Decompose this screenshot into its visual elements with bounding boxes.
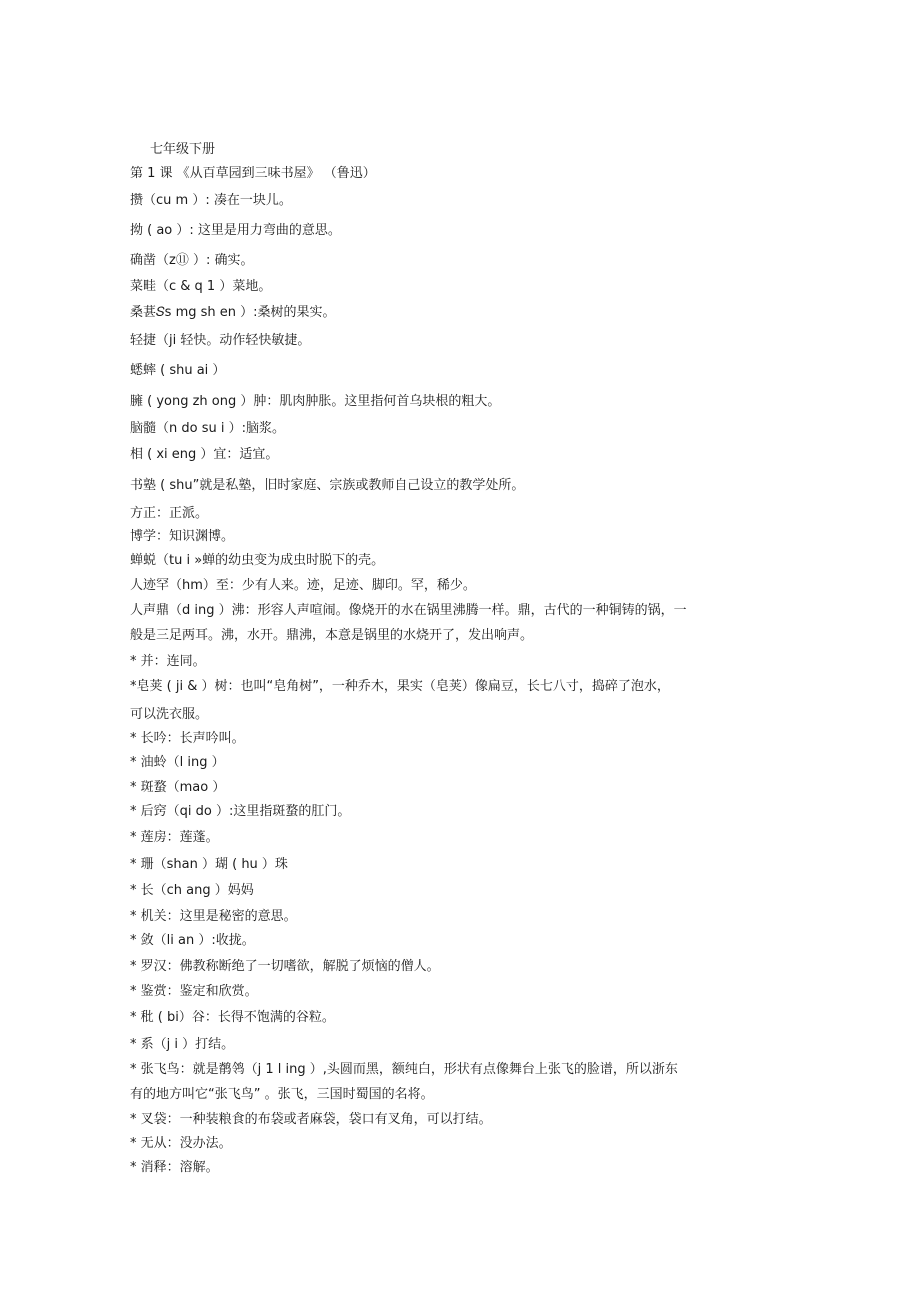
text-line: * 消释：溶解。	[130, 1160, 219, 1175]
text-line: 博学：知识渊博。	[130, 529, 235, 544]
text-line: 蟋蟀 ( shu ai ）	[130, 363, 226, 378]
text-line: * 罗汉：佛教称断绝了一切嗜欲，解脱了烦恼的僧人。	[130, 959, 440, 974]
text-line: 轻捷（ji 轻快。动作轻快敏捷。	[130, 333, 311, 348]
text-line: 人迹罕（hm）至：少有人来。迹，足迹、脚印。罕，稀少。	[130, 578, 476, 593]
text-line: * 长（ch ang ）妈妈	[130, 883, 254, 898]
text-line: * 鉴赏：鉴定和欣赏。	[130, 984, 258, 999]
text-line: * 长吟：长声吟叫。	[130, 731, 245, 746]
text-line: 可以洗衣服。	[130, 707, 209, 722]
text-line: 方正：正派。	[130, 506, 209, 521]
text-line: * 秕 ( bi）谷：长得不饱满的谷粒。	[130, 1010, 335, 1025]
text-line: 菜畦（c & q 1 ）菜地。	[130, 279, 272, 294]
text-line: 般是三足两耳。沸，水开。鼎沸，本意是锅里的水烧开了，发出响声。	[130, 628, 534, 643]
text-line: * 敛（li an ）:收拢。	[130, 933, 255, 948]
text-line: 有的地方叫它“张飞鸟” 。张飞，三国时蜀国的名将。	[130, 1087, 434, 1102]
text-line: 脑髓（n do su i ）:脑浆。	[130, 421, 285, 436]
text-line: 拗 ( ao ）: 这里是用力弯曲的意思。	[130, 223, 341, 238]
text-line: 人声鼎（d ing ）沸：形容人声喧闹。像烧开的水在锅里沸腾一样。鼎，古代的一种铜铸的锅，一	[130, 603, 687, 618]
text-line: * 并：连同。	[130, 654, 206, 669]
text-line: * 系（j i ）打结。	[130, 1037, 235, 1052]
text-line: * 叉袋：一种装粮食的布袋或者麻袋，袋口有叉角，可以打结。	[130, 1112, 492, 1127]
lesson-title: 第 1 课 《从百草园到三味书屋》 （鲁迅）	[130, 166, 376, 181]
text-line: 确凿（z⑪ ）: 确实。	[130, 253, 254, 268]
text-line: * 莲房：莲蓬。	[130, 830, 219, 845]
text-line: 书塾 ( shu”就是私塾，旧时家庭、宗族或教师自己设立的教学处所。	[130, 478, 525, 493]
text-line: 相 ( xi eng ）宜：适宜。	[130, 447, 279, 462]
text-line: * 油蛉（l ing ）	[130, 755, 225, 770]
text-line: * 珊（shan ）瑚 ( hu ）珠	[130, 857, 288, 872]
page-heading: 七年级下册	[150, 142, 216, 157]
text-line: 臃 ( yong zh ong ）肿：肌肉肿胀。这里指何首乌块根的粗大。	[130, 394, 501, 409]
text-line: 桑葚𝑆s mg sh en ）:桑树的果实。	[130, 305, 336, 320]
text-line: * 无从：没办法。	[130, 1136, 232, 1151]
text-line: * 张飞鸟：就是鹡鸰（j 1 l ing ）,头圆而黑，额纯白，形状有点像舞台上张飞的脸谱，所以浙东	[130, 1062, 678, 1077]
text-line: * 斑蝥（mao ）	[130, 780, 226, 795]
text-line: * 机关：这里是秘密的意思。	[130, 909, 297, 924]
text-line: *皂荚 ( ji & ）树：也叫“皂角树”，一种乔木，果实（皂荚）像扁豆，长七八寸，捣碎了泡水，	[130, 679, 670, 694]
text-line: 蝉蜕（tu i »蝉的幼虫变为成虫时脱下的壳。	[130, 553, 385, 568]
text-line: 攒（cu m ）: 凑在一块儿。	[130, 193, 292, 208]
text-line: * 后窍（qi do ）:这里指斑蝥的肛门。	[130, 804, 351, 819]
